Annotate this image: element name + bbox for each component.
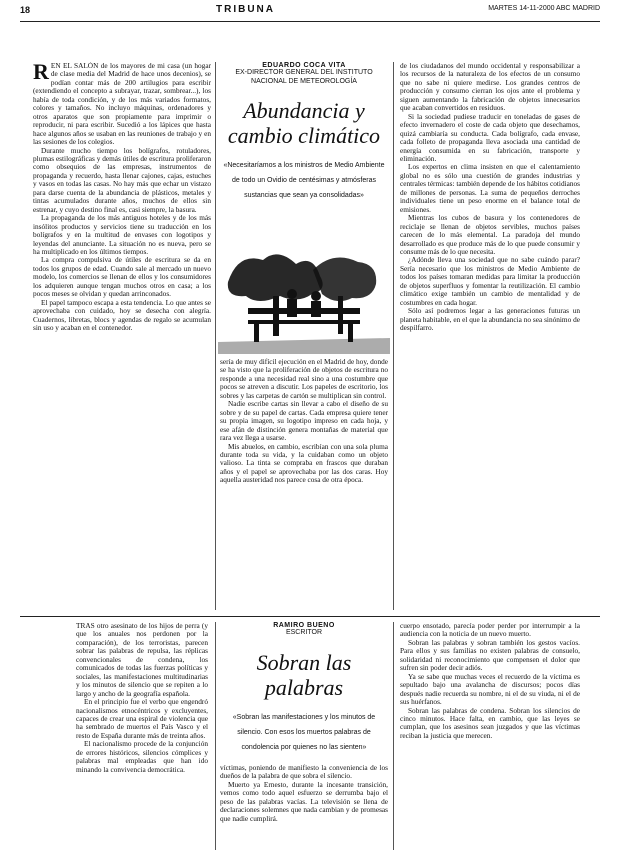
header-rule	[20, 21, 600, 22]
article1-col1-p4: El papel tampoco escapa a esta tendencia. Lo que antes se aprovechaba con cuidado, hoy se desecha con alegría. Cuadernos, libretas, blocs y agendas de regalo se acumulan sin uso y acaban en el contenedor.	[33, 297, 211, 333]
article2-column-left	[76, 622, 208, 850]
article1-column-middle	[220, 358, 388, 610]
article1-col2-p1: Si la sociedad pudiese traducir en toneladas de gases de efecto invernadero el coste de cada objeto que desechamos, quizá cambiaría su conducta. Cada bolígrafo, cada envase, cada folleto de propaganda lleva asociada una cantidad de energía consumida en su fabricación, transporte y eliminación.	[400, 111, 580, 163]
article1-mid-p1: Nadie escribe cartas sin llevar a cabo el diseño de su sobre y de su papel de cartas. Cada empresa quiere tener su propia imagen, su logotipo impreso en cada hoja, y ese afán de distinción genera montañas de material que rara vez llega a usarse.	[220, 399, 388, 443]
page-number: 18	[20, 5, 31, 15]
article2-col2-p0: cuerpo ensotado, parecía poder perder por interrumpir a la audiencia con la noticia de un nuevo muerto.	[400, 622, 580, 639]
bench-illustration	[218, 242, 390, 354]
article1-col2-p0: de los ciudadanos del mundo occidental y responsabilizar a los recursos de la naturaleza de los efectos de un consumo que no sabe ni quiere medirse. Los grandes centros de producción y consumo cierran los ojos ante el problema y siguen aumentando la fabricación de objetos innecesarios que acaban convertidos en residuos.	[400, 62, 580, 113]
article1-col1-p1: Durante mucho tiempo los bolígrafos, rotuladores, plumas estilográficas y demás útiles de escritura proliferaron como obsequios de las empresas, instrumentos de propaganda y recuerdo, hasta llenar cajones, cajas, estuches y vasos en todas las casas. No hay más que echar un vistazo para darse cuenta de la abundancia de plásticos, metales y tintas acumulados durante años, muchos de ellos sin estrenar, y cuyo destino final es, casi siempre, la basura.	[33, 145, 211, 214]
article2-mid-p1: Muerto ya Ernesto, durante la incesante transición, vemos como todo aquel esfuerzo se derrumba bajo el peso de las palabras vacías. La televisión se llena de declaraciones solemnes que nada cambian y de promesas que nadie cumplirá.	[220, 779, 388, 823]
article2-mid-p0: víctimas, poniendo de manifiesto la conveniencia de los dueños de la palabra de que sobra el silencio.	[220, 764, 388, 781]
article1-role: EX-DIRECTOR GENERAL DEL INSTITUTO NACIONAL DE METEOROLOGÍA	[235, 69, 373, 85]
article1-col1-p2: La propaganda de los más antiguos hoteles y de los más insólitos productos y servicios tiene su traducción en los bolígrafos y en la multitud de envases con logotipos y leyendas del anunciante. La situación no es nueva, pero se ha multiplicado en los últimos tiempos.	[33, 213, 211, 256]
article-separator	[20, 616, 600, 617]
article1-byline-box	[220, 62, 388, 203]
dateline: MARTES 14-11-2000 ABC MADRID	[488, 5, 600, 12]
article2-col2-p1: Sobran las palabras y sobran también los gestos vacíos. Para ellos y sus familias no existen palabras de consuelo, solidaridad ni reconocimiento que compensen el dolor que sufren sin poder decir adiós.	[400, 637, 580, 673]
article1-author: EDUARDO COCA VITA	[262, 62, 346, 69]
article2-column-right	[400, 622, 580, 850]
article1-col2-p5: Sólo así podremos legar a las generaciones futuras un planeta habitable, en el que la abundancia no sea sinónimo de despilfarro.	[400, 306, 580, 333]
article1-lead: «Necesitaríamos a los ministros de Medio Ambiente de todo un Ovidio de centésimas y atmósferas sustancias que sean ya consolidadas»	[223, 162, 385, 199]
column-divider	[215, 62, 216, 610]
article2-headline: Sobran las palabras	[256, 649, 352, 700]
article2-column-middle	[220, 764, 388, 850]
article2-author: RAMIRO BUENO	[273, 622, 335, 629]
article1-column-left	[33, 62, 211, 610]
article1-headline: Abundancia y cambio climático	[227, 98, 381, 148]
article2-col1-p1: En el principio fue el verbo que engendró nacionalismos etnocéntricos y excluyentes, capaces de crear una espiral de violencia que ha sembrado de muertos el País Vasco y el resto de España durante más de treinta años.	[76, 697, 208, 740]
article1-column-right	[400, 62, 580, 610]
article2-role: ESCRITOR	[285, 629, 323, 636]
article1-mid-p0: sería de muy difícil ejecución en el Madrid de hoy, donde se ha visto que la proliferación de objetos de escritura no responde a una necesidad real sino a una costumbre que pocos se atreven a discutir. Los papeles de escritorio, los sobres y las carpetas de cartón se multiplican sin control.	[220, 358, 388, 400]
article2-byline-box	[220, 622, 388, 755]
article1-col2-p2: Los expertos en clima insisten en que el calentamiento global no es sólo una cuestión de grandes industrias y centrales térmicas: también depende de los hábitos cotidianos de millones de personas. La suma de pequeños derroches individuales tiene un peso enorme en el balance total de emisiones.	[400, 162, 580, 214]
article2-col1-p2: El nacionalismo procede de la conjunción de errores históricos, silencios cómplices y palabras mal empleadas que han ido minando la convivencia democrática.	[76, 739, 208, 774]
section-title: TRIBUNA	[216, 4, 275, 15]
article2-col2-p3: Sobran las palabras de condena. Sobran los silencios de cinco minutos. Hace falta, en cambio, que las leyes se cumplan, que los asesinos sean juzgados y que las víctimas reciban la justicia que merecen.	[400, 705, 580, 740]
article1-col1-p0: REN EL SALÓN de los mayores de mi casa (un hogar de clase media del Madrid de hace unos decenios), se podían contar más de 200 artilugios para escribir (extendiendo el concepto a subrayar, trazar, sombrear...), los había de toda condición, y de los más variados formatos, colores y tamaños. No incluyo máquinas, ordenadores y otros aparatos que son propiamente para imprimir o reproducir, ni para escribir. Sucedió a los lápices que hasta hace algunos años se usaban en las reuniones de trabajo y en las sesiones de los colegios.	[33, 62, 211, 147]
article2-col1-p0: TRAS otro asesinato de los hijos de perra (y que los anuales nos perdonen por la comparación), de los terroristas, parecen sobrar las palabras de repulsa, las réplicas convencionales de condena, los comunicados de todas las fuerzas políticas y sociales, las manifestaciones multitudinarias y los minutos de silencio que se repiten a lo largo y ancho de la geografía española.	[76, 622, 208, 698]
article2-lead: «Sobran las manifestaciones y los minutos de silencio. Con esos los muertos palabras de condolencia por quienes no las sienten»	[232, 713, 376, 751]
article1-col1-p3: La compra compulsiva de útiles de escritura se da en todos los grupos de edad. Cuando sale al mercado un nuevo modelo, los comercios se llenan de ellos y los consumidores los adquieren aunque tengan muchos otros en casa; a los pocos meses se olvidan y quedan arrinconados.	[33, 255, 211, 299]
article1-col2-p3: Mientras los cubos de basura y los contenedores de reciclaje se llenan de objetos servibles, muchos países carecen de lo más elemental. La paradoja del mundo desarrollado es que produce más de lo que puede consumir y consume más de lo que necesita.	[400, 213, 580, 256]
column-divider	[393, 622, 394, 850]
article1-mid-p2: Mis abuelos, en cambio, escribían con una sola pluma durante toda su vida, y la cuidaban como un objeto valioso. La tinta se compraba en frascos que duraban años y el papel se aprovechaba por las dos caras. Hoy aquella austeridad nos parece cosa de otra época.	[220, 441, 388, 485]
column-divider	[393, 62, 394, 610]
article2-col2-p2: Ya se sabe que muchas veces el recuerdo de la víctima es sepultado bajo una avalancha de discursos; pocos días después nadie recuerda su nombre, ni el de su viuda, ni el de sus huérfanos.	[400, 671, 580, 707]
article1-col2-p4: ¿Adónde lleva una sociedad que no sabe cuándo parar? Sería necesario que los ministros de Medio Ambiente de todos los países tomaran medidas para limitar la producción de objetos superfluos y fomentar la reutilización. El cambio climático exige también un cambio de mentalidad y de costumbres en cada hogar.	[400, 255, 580, 307]
page-header	[20, 4, 600, 20]
column-divider	[215, 622, 216, 850]
